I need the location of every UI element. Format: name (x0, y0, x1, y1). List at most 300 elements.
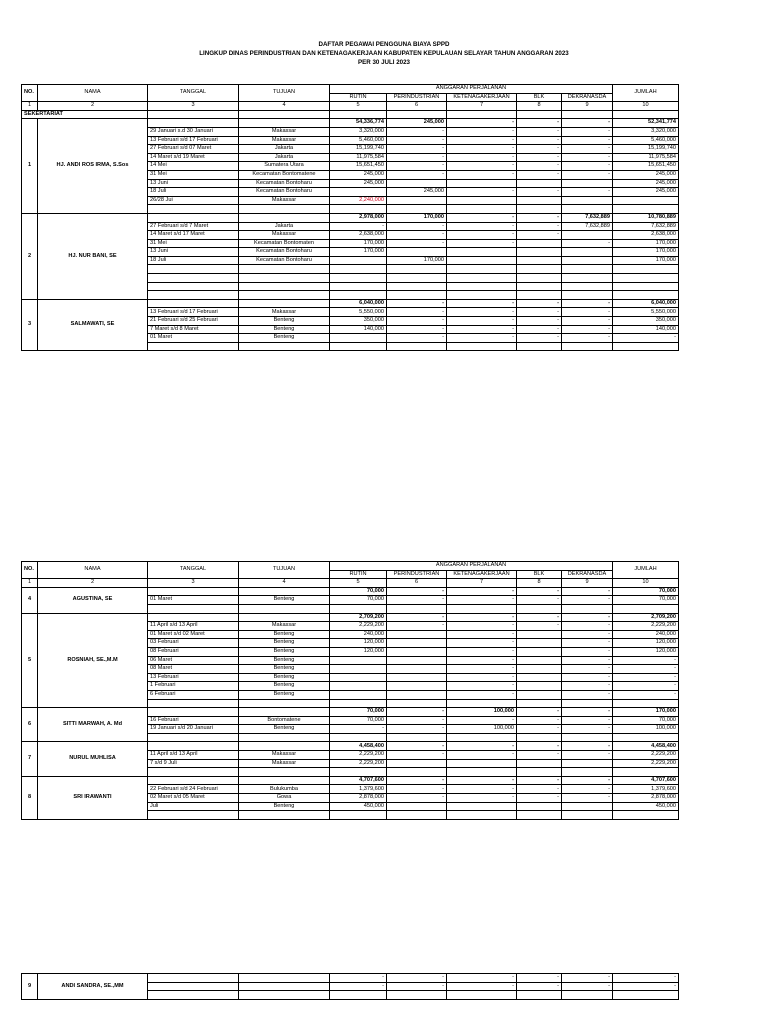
amount-cell: - (562, 587, 613, 596)
amount-cell: - (387, 725, 447, 734)
amount-cell: - (562, 630, 613, 639)
trip-date: 19 Januari s/d 20 Januari (148, 725, 239, 734)
amount-cell: 245,000 (613, 188, 679, 197)
trip-destination: Benteng (239, 725, 330, 734)
amount-cell: - (447, 613, 517, 622)
amount-cell: - (447, 119, 517, 128)
trip-date: 27 Februari s/d 7 Maret (148, 222, 239, 231)
employee-total-row (22, 213, 679, 222)
employee-table-2 (21, 561, 679, 820)
empty-cell (613, 282, 679, 291)
amount-cell: - (517, 188, 562, 197)
amount-cell: - (447, 690, 517, 699)
amount-cell: 245,000 (387, 188, 447, 197)
amount-cell (517, 647, 562, 656)
amount-cell (387, 690, 447, 699)
empty-cell (330, 205, 387, 214)
amount-cell: - (517, 119, 562, 128)
empty-cell (148, 342, 239, 351)
employee-no: 1 (22, 119, 38, 214)
column-number: 4 (239, 579, 330, 588)
header-blk: BLK (517, 570, 562, 579)
amount-cell: - (447, 299, 517, 308)
trip-destination: Gowa (239, 794, 330, 803)
amount-cell (387, 639, 447, 648)
empty-cell (447, 291, 517, 300)
amount-cell: - (562, 325, 613, 334)
amount-cell: - (562, 639, 613, 648)
amount-cell (517, 682, 562, 691)
empty-cell (330, 342, 387, 351)
amount-cell: - (562, 613, 613, 622)
header-perindustrian: PERINDUSTRIAN (387, 93, 447, 102)
empty-cell (330, 733, 387, 742)
trip-destination: Benteng (239, 665, 330, 674)
amount-cell: - (562, 145, 613, 154)
amount-cell (517, 665, 562, 674)
amount-cell: - (613, 334, 679, 343)
empty-cell (517, 811, 562, 820)
amount-cell: - (517, 622, 562, 631)
amount-cell (387, 656, 447, 665)
empty-cell (447, 205, 517, 214)
header-tanggal: TANGGAL (148, 562, 239, 579)
trip-date: 06 Maret (148, 656, 239, 665)
trip-date: 18 Juli (148, 188, 239, 197)
trip-date: 13 Juni (148, 248, 239, 257)
column-number: 7 (447, 102, 517, 111)
empty-cell (562, 110, 613, 119)
amount-cell: - (387, 308, 447, 317)
empty-cell (447, 342, 517, 351)
amount-cell: - (447, 742, 517, 751)
amount-cell: - (517, 785, 562, 794)
amount-cell: 100,000 (447, 725, 517, 734)
amount-cell: - (447, 785, 517, 794)
amount-cell (517, 673, 562, 682)
employee-table-3 (21, 973, 679, 1000)
amount-cell: - (517, 596, 562, 605)
amount-cell (562, 256, 613, 265)
amount-cell (330, 665, 387, 674)
trip-date: 01 Maret (148, 334, 239, 343)
amount-cell: - (517, 127, 562, 136)
empty-cell (613, 699, 679, 708)
empty-cell (517, 282, 562, 291)
amount-cell: 54,336,774 (330, 119, 387, 128)
amount-cell: 1,379,600 (330, 785, 387, 794)
empty-cell (447, 604, 517, 613)
empty-cell (239, 274, 330, 283)
employee-total-row (22, 613, 679, 622)
amount-cell: - (562, 665, 613, 674)
amount-cell (562, 196, 613, 205)
amount-cell: 120,000 (613, 647, 679, 656)
trip-destination: Sumatera Utara (239, 162, 330, 171)
trip-date: 11 April s/d 13 April (148, 751, 239, 760)
empty-cell (562, 604, 613, 613)
empty-cell (562, 291, 613, 300)
trip-date: 31 Mei (148, 239, 239, 248)
employee-total-row (22, 776, 679, 785)
amount-cell: 4,707,600 (330, 776, 387, 785)
empty-cell (148, 991, 239, 1000)
amount-cell: - (517, 153, 562, 162)
amount-cell: - (562, 776, 613, 785)
amount-cell: - (517, 231, 562, 240)
amount-cell: 2,229,200 (330, 622, 387, 631)
empty-cell (517, 265, 562, 274)
trip-date-blank (148, 119, 239, 128)
empty-cell (613, 733, 679, 742)
header-no: NO. (22, 562, 38, 579)
empty-cell (330, 110, 387, 119)
amount-cell: 2,229,200 (613, 751, 679, 760)
amount-cell (387, 673, 447, 682)
trip-date: 7 Maret s/d 8 Maret (148, 325, 239, 334)
amount-cell: - (562, 153, 613, 162)
amount-cell: - (562, 647, 613, 656)
amount-cell: - (517, 162, 562, 171)
employee-total-row (22, 299, 679, 308)
trip-destination: Makassar (239, 759, 330, 768)
amount-cell: 1,379,600 (613, 785, 679, 794)
amount-cell: 240,000 (330, 630, 387, 639)
trip-destination: Jakarta (239, 153, 330, 162)
empty-cell (148, 811, 239, 820)
amount-cell: - (562, 162, 613, 171)
amount-cell: - (562, 239, 613, 248)
trip-destination: Makassar (239, 751, 330, 760)
trip-destination: Makassar (239, 308, 330, 317)
empty-cell (447, 274, 517, 283)
amount-cell: - (562, 622, 613, 631)
empty-cell (330, 768, 387, 777)
trip-date: 22 Februari s/d 24 Februari (148, 785, 239, 794)
empty-cell (517, 110, 562, 119)
empty-cell (330, 291, 387, 300)
amount-cell: - (387, 776, 447, 785)
amount-cell: - (562, 299, 613, 308)
amount-cell (387, 179, 447, 188)
title-line-2: LINGKUP DINAS PERINDUSTRIAN DAN KETENAGAKERJAAN KABUPATEN KEPULAUAN SELAYAR TAHUN ANGGARAN 2023 (199, 50, 569, 57)
empty-cell (239, 265, 330, 274)
empty-cell (562, 282, 613, 291)
amount-cell: 10,780,889 (613, 213, 679, 222)
empty-cell (517, 991, 562, 1000)
trip-destination: Bontomatene (239, 716, 330, 725)
amount-cell: - (517, 613, 562, 622)
amount-cell: - (447, 622, 517, 631)
column-number: 2 (38, 102, 148, 111)
amount-cell: - (447, 630, 517, 639)
trip-date: 13 Februari s/d 17 Februari (148, 308, 239, 317)
trip-destination: Kecamatan Bontoharu (239, 179, 330, 188)
employee-name: SRI IRAWANTI (38, 776, 148, 819)
empty-cell (387, 110, 447, 119)
employee-name: ANDI SANDRA, SE.,MM (38, 974, 148, 1000)
empty-cell (387, 291, 447, 300)
empty-cell (517, 768, 562, 777)
empty-cell (387, 342, 447, 351)
amount-cell: - (613, 690, 679, 699)
trip-date: 08 Februari (148, 647, 239, 656)
empty-cell (330, 991, 387, 1000)
header-dekranasda: DEKRANASDA (562, 93, 613, 102)
empty-cell (613, 811, 679, 820)
empty-cell (239, 342, 330, 351)
column-number-row (22, 102, 679, 111)
amount-cell: 2,638,000 (613, 231, 679, 240)
trip-destination: Kecamatan Bontoharu (239, 188, 330, 197)
amount-cell: - (447, 127, 517, 136)
amount-cell: - (447, 325, 517, 334)
empty-cell (562, 342, 613, 351)
amount-cell (330, 188, 387, 197)
column-number: 9 (562, 102, 613, 111)
section-row (22, 110, 679, 119)
trip-date: 11 April s/d 13 April (148, 622, 239, 631)
trip-date: 01 Maret (148, 596, 239, 605)
amount-cell: - (330, 222, 387, 231)
empty-cell (517, 205, 562, 214)
amount-cell (447, 759, 517, 768)
trip-dest-blank (239, 776, 330, 785)
trip-destination: Kecamatan Bontomatene (239, 170, 330, 179)
trip-date: 02 Maret s/d 05 Maret (148, 794, 239, 803)
amount-cell: 245,000 (613, 170, 679, 179)
trip-destination: Makassar (239, 196, 330, 205)
empty-cell (447, 699, 517, 708)
column-number: 3 (148, 579, 239, 588)
employee-total-row (22, 119, 679, 128)
empty-cell (447, 282, 517, 291)
employee-name: ROSNIAH, SE.,M.M (38, 613, 148, 708)
amount-cell (387, 802, 447, 811)
trip-dest-blank (239, 982, 330, 991)
trip-date: 29 Januari s.d 30 Januari (148, 127, 239, 136)
column-number: 6 (387, 579, 447, 588)
amount-cell: - (562, 308, 613, 317)
trip-destination: Benteng (239, 656, 330, 665)
amount-cell: - (517, 974, 562, 983)
amount-cell (387, 196, 447, 205)
empty-cell (517, 291, 562, 300)
amount-cell: - (447, 656, 517, 665)
column-number: 6 (387, 102, 447, 111)
trip-date-blank (148, 213, 239, 222)
empty-cell (239, 282, 330, 291)
amount-cell: 3,320,000 (330, 127, 387, 136)
amount-cell (517, 630, 562, 639)
employee-no: 3 (22, 299, 38, 351)
empty-cell (387, 274, 447, 283)
amount-cell: - (517, 170, 562, 179)
amount-cell: - (562, 119, 613, 128)
empty-cell (562, 274, 613, 283)
empty-cell (148, 733, 239, 742)
trip-date-blank (148, 776, 239, 785)
employee-no: 9 (22, 974, 38, 1000)
amount-cell: - (517, 334, 562, 343)
trip-destination: Kecamatan Bontoharu (239, 256, 330, 265)
column-number: 9 (562, 579, 613, 588)
amount-cell: - (517, 716, 562, 725)
empty-cell (387, 604, 447, 613)
amount-cell: - (387, 794, 447, 803)
amount-cell: 11,975,584 (613, 153, 679, 162)
amount-cell (517, 802, 562, 811)
amount-cell: - (387, 974, 447, 983)
amount-cell (330, 334, 387, 343)
trip-date: 13 Februari s/d 17 Februari (148, 136, 239, 145)
employee-name: AGUSTINA, SE (38, 587, 148, 613)
trip-destination: Bulukumba (239, 785, 330, 794)
trip-date-blank (148, 587, 239, 596)
header-blk: BLK (517, 93, 562, 102)
employee-total-row (22, 587, 679, 596)
amount-cell: - (562, 673, 613, 682)
trip-date: 03 Februari (148, 639, 239, 648)
trip-date: 08 Maret (148, 665, 239, 674)
amount-cell (517, 759, 562, 768)
empty-cell (613, 604, 679, 613)
column-number: 5 (330, 579, 387, 588)
empty-cell (562, 811, 613, 820)
amount-cell: - (562, 974, 613, 983)
amount-cell (387, 759, 447, 768)
empty-cell (613, 342, 679, 351)
trip-dest-blank (239, 974, 330, 983)
amount-cell: - (447, 794, 517, 803)
title-line-3: PER 30 JULI 2023 (358, 59, 410, 66)
empty-cell (562, 768, 613, 777)
trip-dest-blank (239, 613, 330, 622)
amount-cell (562, 759, 613, 768)
empty-cell (239, 733, 330, 742)
amount-cell: 350,000 (613, 317, 679, 326)
empty-cell (387, 265, 447, 274)
trip-destination: Benteng (239, 334, 330, 343)
amount-cell: - (447, 145, 517, 154)
amount-cell (387, 665, 447, 674)
amount-cell: 450,000 (613, 802, 679, 811)
amount-cell: - (517, 317, 562, 326)
trip-date: 26/28 Jui (148, 196, 239, 205)
amount-cell: - (387, 153, 447, 162)
amount-cell: 6,040,000 (613, 299, 679, 308)
empty-cell (562, 991, 613, 1000)
empty-cell (330, 699, 387, 708)
amount-cell: - (387, 982, 447, 991)
empty-cell (148, 282, 239, 291)
amount-cell (330, 656, 387, 665)
header-jumlah: JUMLAH (613, 85, 679, 102)
header-rutin: RUTIN (330, 570, 387, 579)
amount-cell: - (447, 587, 517, 596)
amount-cell: 2,229,200 (613, 622, 679, 631)
empty-cell (613, 205, 679, 214)
amount-cell: - (387, 222, 447, 231)
trip-date-blank (148, 613, 239, 622)
empty-cell (447, 768, 517, 777)
amount-cell: - (517, 308, 562, 317)
table-body (22, 974, 679, 1000)
trip-date-blank (148, 982, 239, 991)
trip-destination: Benteng (239, 325, 330, 334)
amount-cell: 15,199,740 (613, 145, 679, 154)
empty-cell (447, 110, 517, 119)
amount-cell: 5,550,000 (330, 308, 387, 317)
trip-date: 01 Maret s/d 02 Maret (148, 630, 239, 639)
amount-cell: - (562, 716, 613, 725)
empty-cell (148, 291, 239, 300)
amount-cell: - (562, 785, 613, 794)
amount-cell: 450,000 (330, 802, 387, 811)
trip-destination: Jakarta (239, 222, 330, 231)
empty-cell (387, 991, 447, 1000)
header-nama: NAMA (38, 85, 148, 102)
amount-cell: 15,199,740 (330, 145, 387, 154)
amount-cell: 170,000 (330, 248, 387, 257)
empty-cell (387, 282, 447, 291)
trip-date: 14 Maret s/d 19 Maret (148, 153, 239, 162)
trip-date-blank (148, 742, 239, 751)
amount-cell: - (613, 982, 679, 991)
trip-date: 6 Februari (148, 690, 239, 699)
employee-name: HJ. ANDI ROS IRMA, S.Sos (38, 119, 148, 214)
amount-cell (447, 802, 517, 811)
empty-cell (447, 733, 517, 742)
trip-dest-blank (239, 742, 330, 751)
amount-cell: 7,632,889 (562, 222, 613, 231)
amount-cell: 4,707,600 (613, 776, 679, 785)
amount-cell: - (447, 596, 517, 605)
amount-cell: 5,460,000 (613, 136, 679, 145)
amount-cell: - (517, 145, 562, 154)
amount-cell: - (517, 299, 562, 308)
amount-cell (517, 248, 562, 257)
header-jumlah: JUMLAH (613, 562, 679, 579)
amount-cell: - (447, 231, 517, 240)
header-rutin: RUTIN (330, 93, 387, 102)
empty-cell (239, 699, 330, 708)
amount-cell: 70,000 (330, 716, 387, 725)
trip-destination: Benteng (239, 673, 330, 682)
amount-cell (330, 673, 387, 682)
empty-cell (387, 811, 447, 820)
empty-cell (148, 699, 239, 708)
trip-destination: Kecamatan Bontoharu (239, 248, 330, 257)
trip-destination: Benteng (239, 596, 330, 605)
header-row (22, 85, 679, 94)
amount-cell: 2,229,200 (330, 759, 387, 768)
trip-date: 27 Februari s/d 07 Maret (148, 145, 239, 154)
trip-date: 16 Februari (148, 716, 239, 725)
amount-cell: 140,000 (330, 325, 387, 334)
amount-cell (517, 179, 562, 188)
amount-cell: - (447, 317, 517, 326)
empty-cell (517, 274, 562, 283)
section-label: SEKERTARIAT (22, 110, 148, 119)
header-ketenagakerjaan: KETENAGAKERJAAN (447, 570, 517, 579)
empty-cell (239, 811, 330, 820)
empty-cell (148, 110, 239, 119)
empty-cell (447, 811, 517, 820)
empty-cell (517, 733, 562, 742)
trip-date: 18 Juli (148, 256, 239, 265)
amount-cell: - (387, 162, 447, 171)
